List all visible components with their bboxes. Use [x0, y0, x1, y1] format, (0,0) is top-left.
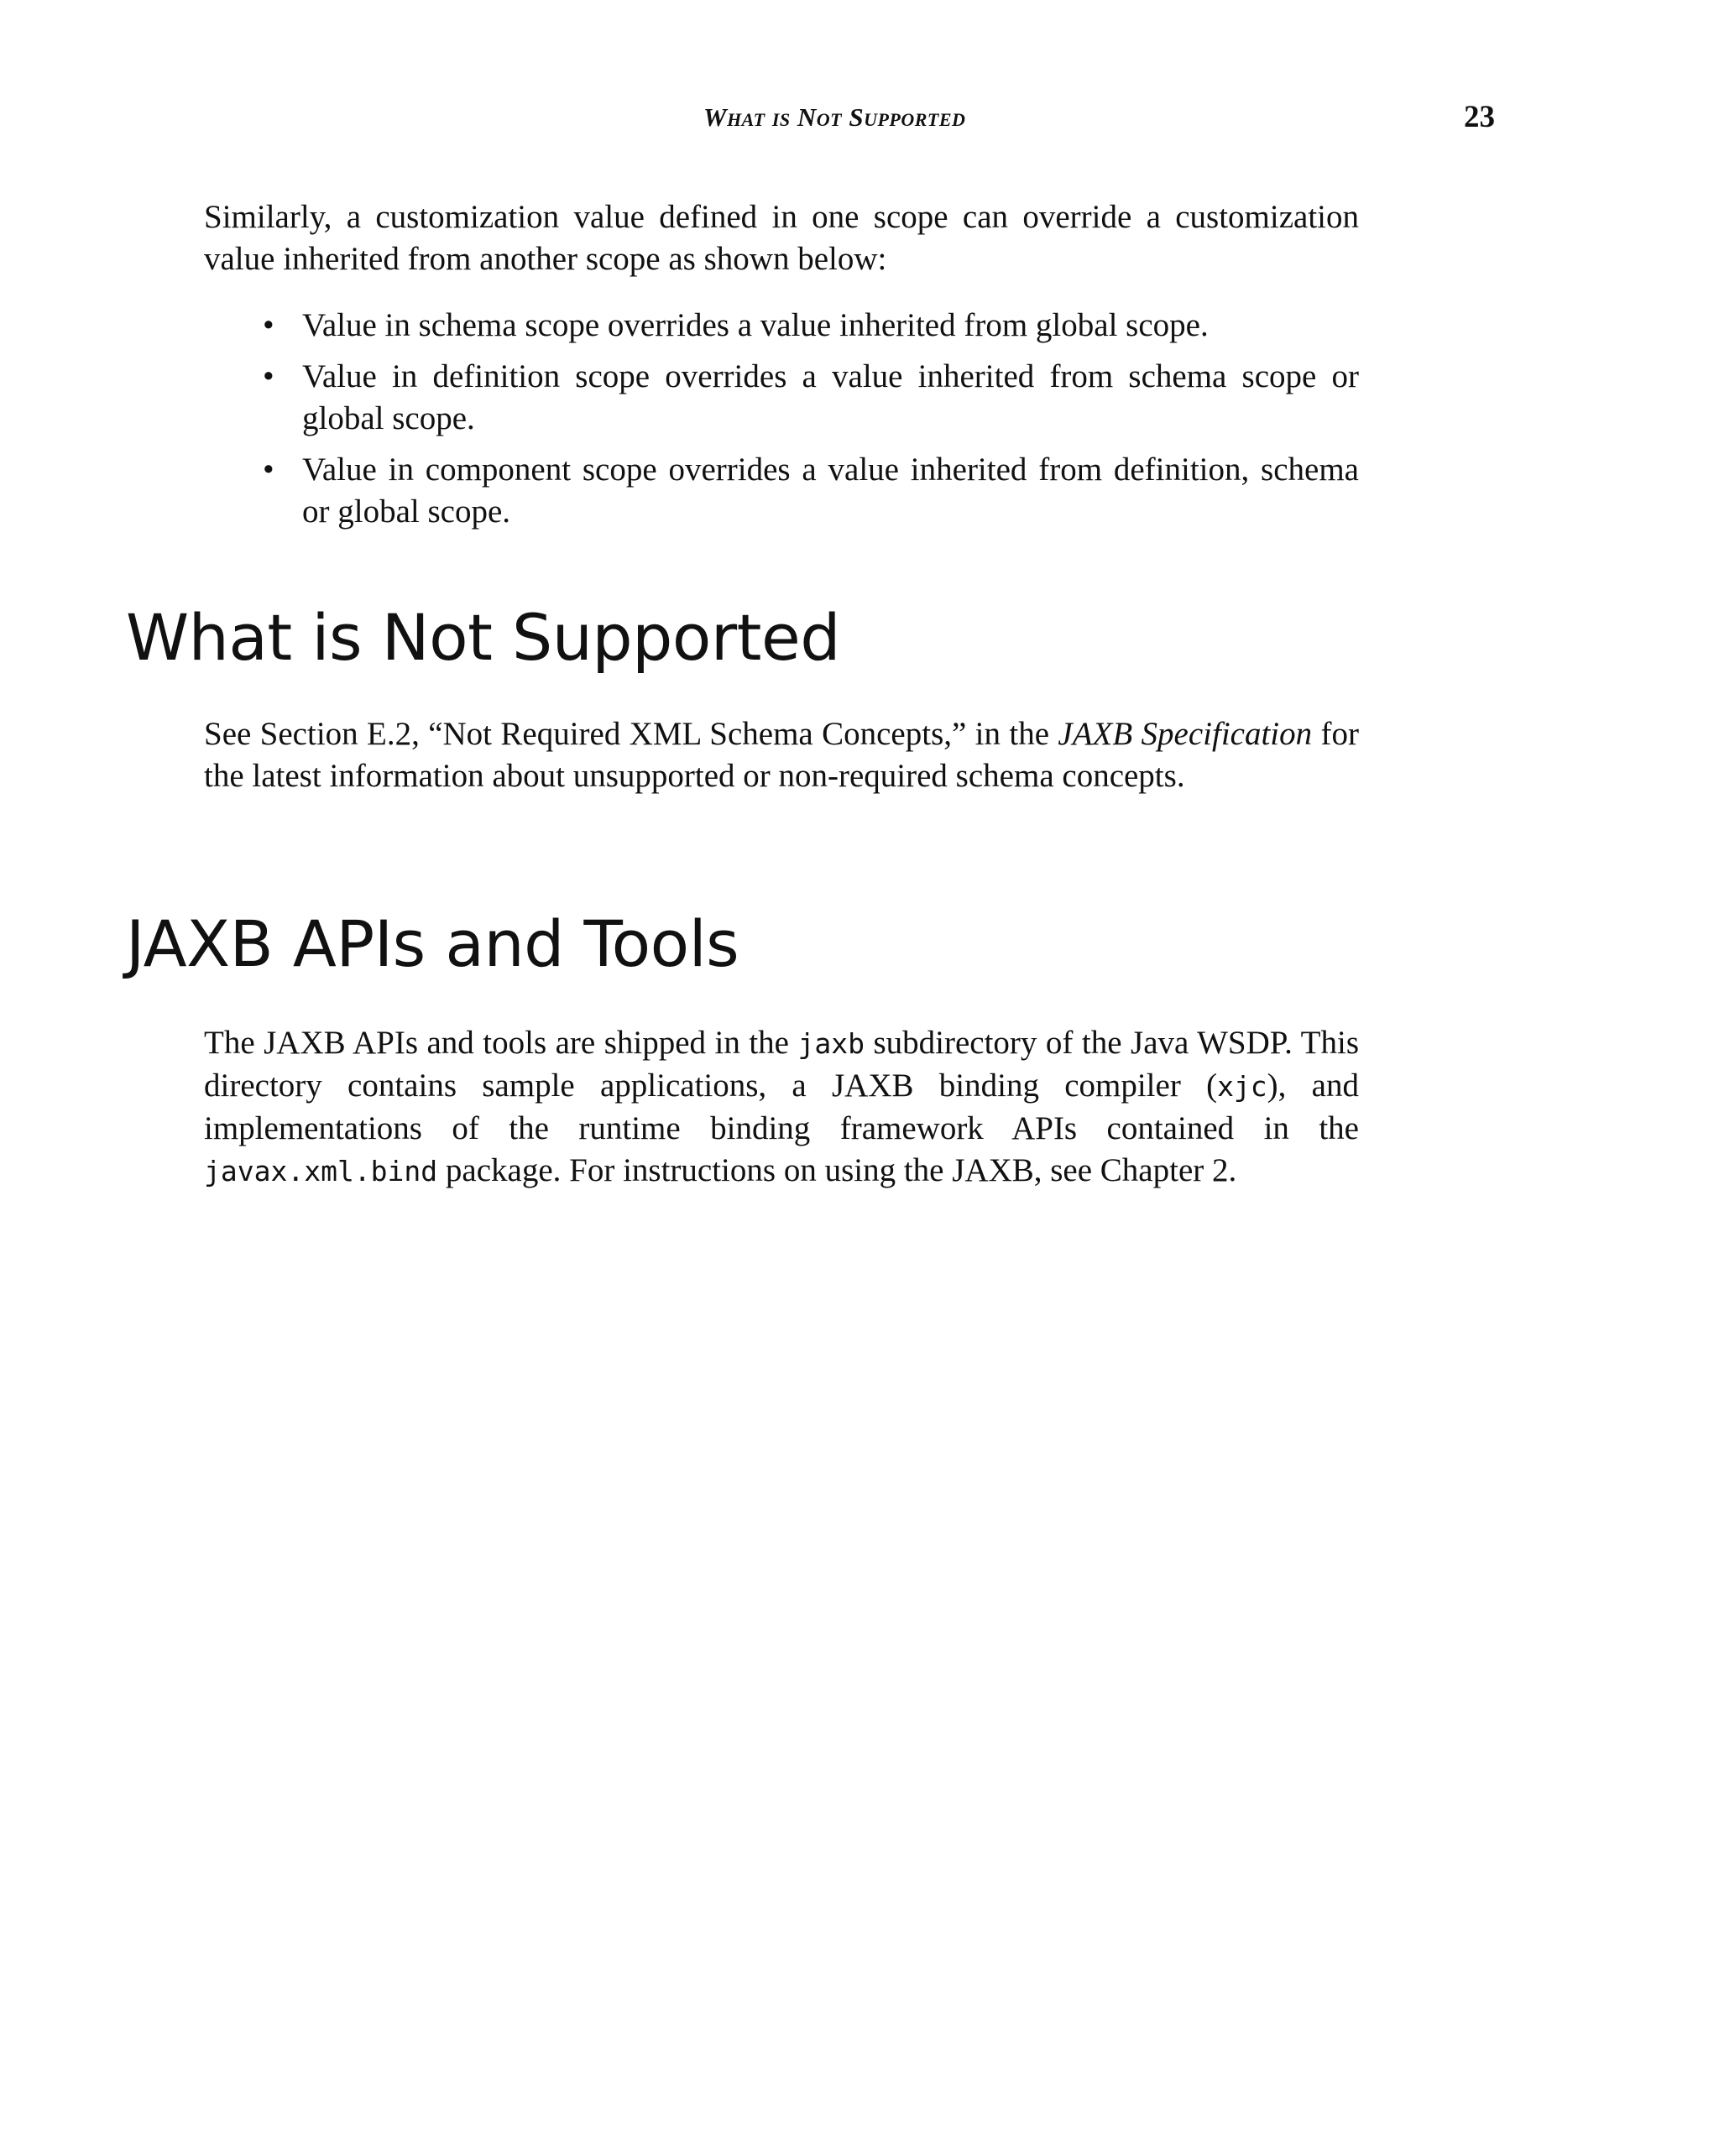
intro-paragraph: Similarly, a customization value defined in one scope can override a customization value inherited from another scope as shown below:	[204, 199, 1359, 277]
apis-paragraph	[204, 1022, 1359, 1193]
bullet-icon: •	[263, 307, 274, 343]
list-item-text: Value in component scope overrides a value inherited from definition, schema or global scope.	[302, 452, 1359, 530]
paragraph-text: See Section E.2, “Not Required XML Schema Concepts,” in the	[204, 716, 1058, 752]
spec-title: JAXB Specification	[1058, 716, 1313, 752]
scope-override-list	[204, 305, 1359, 542]
code-javax-xml-bind: javax.xml.bind	[204, 1155, 438, 1188]
code-jaxb: jaxb	[797, 1027, 865, 1060]
list-item	[204, 356, 1359, 440]
running-header	[0, 99, 1719, 141]
bullet-icon: •	[263, 452, 274, 488]
list-item	[204, 449, 1359, 533]
paragraph-text: ), and implementations of the runtime binding framework APIs contained in the	[204, 1068, 1359, 1146]
paragraph-text: The JAXB APIs and tools are shipped in the	[204, 1025, 798, 1061]
paragraph-text: package. For instructions on using the JAXB, see Chapter 2.	[437, 1152, 1237, 1188]
section-heading-not-supported: What is Not Supported	[126, 600, 840, 675]
not-supported-paragraph	[204, 713, 1359, 797]
list-item-text: Value in schema scope overrides a value inherited from global scope.	[302, 307, 1209, 343]
code-xjc: xjc	[1217, 1070, 1267, 1103]
bullet-icon: •	[263, 358, 274, 394]
page-number: 23	[1464, 100, 1495, 134]
running-title: What is Not Supported	[703, 102, 966, 132]
section-heading-apis-tools: JAXB APIs and Tools	[126, 906, 739, 981]
list-item-text: Value in definition scope overrides a value inherited from schema scope or global scope.	[302, 358, 1359, 436]
list-item	[204, 305, 1359, 347]
paragraph-text: subdirectory of the Java WSDP. This directory contains sample applications, a JAXB binding compiler (	[204, 1025, 1359, 1104]
paragraph-text: for the latest information about unsupported or non-required schema concepts.	[204, 716, 1359, 794]
